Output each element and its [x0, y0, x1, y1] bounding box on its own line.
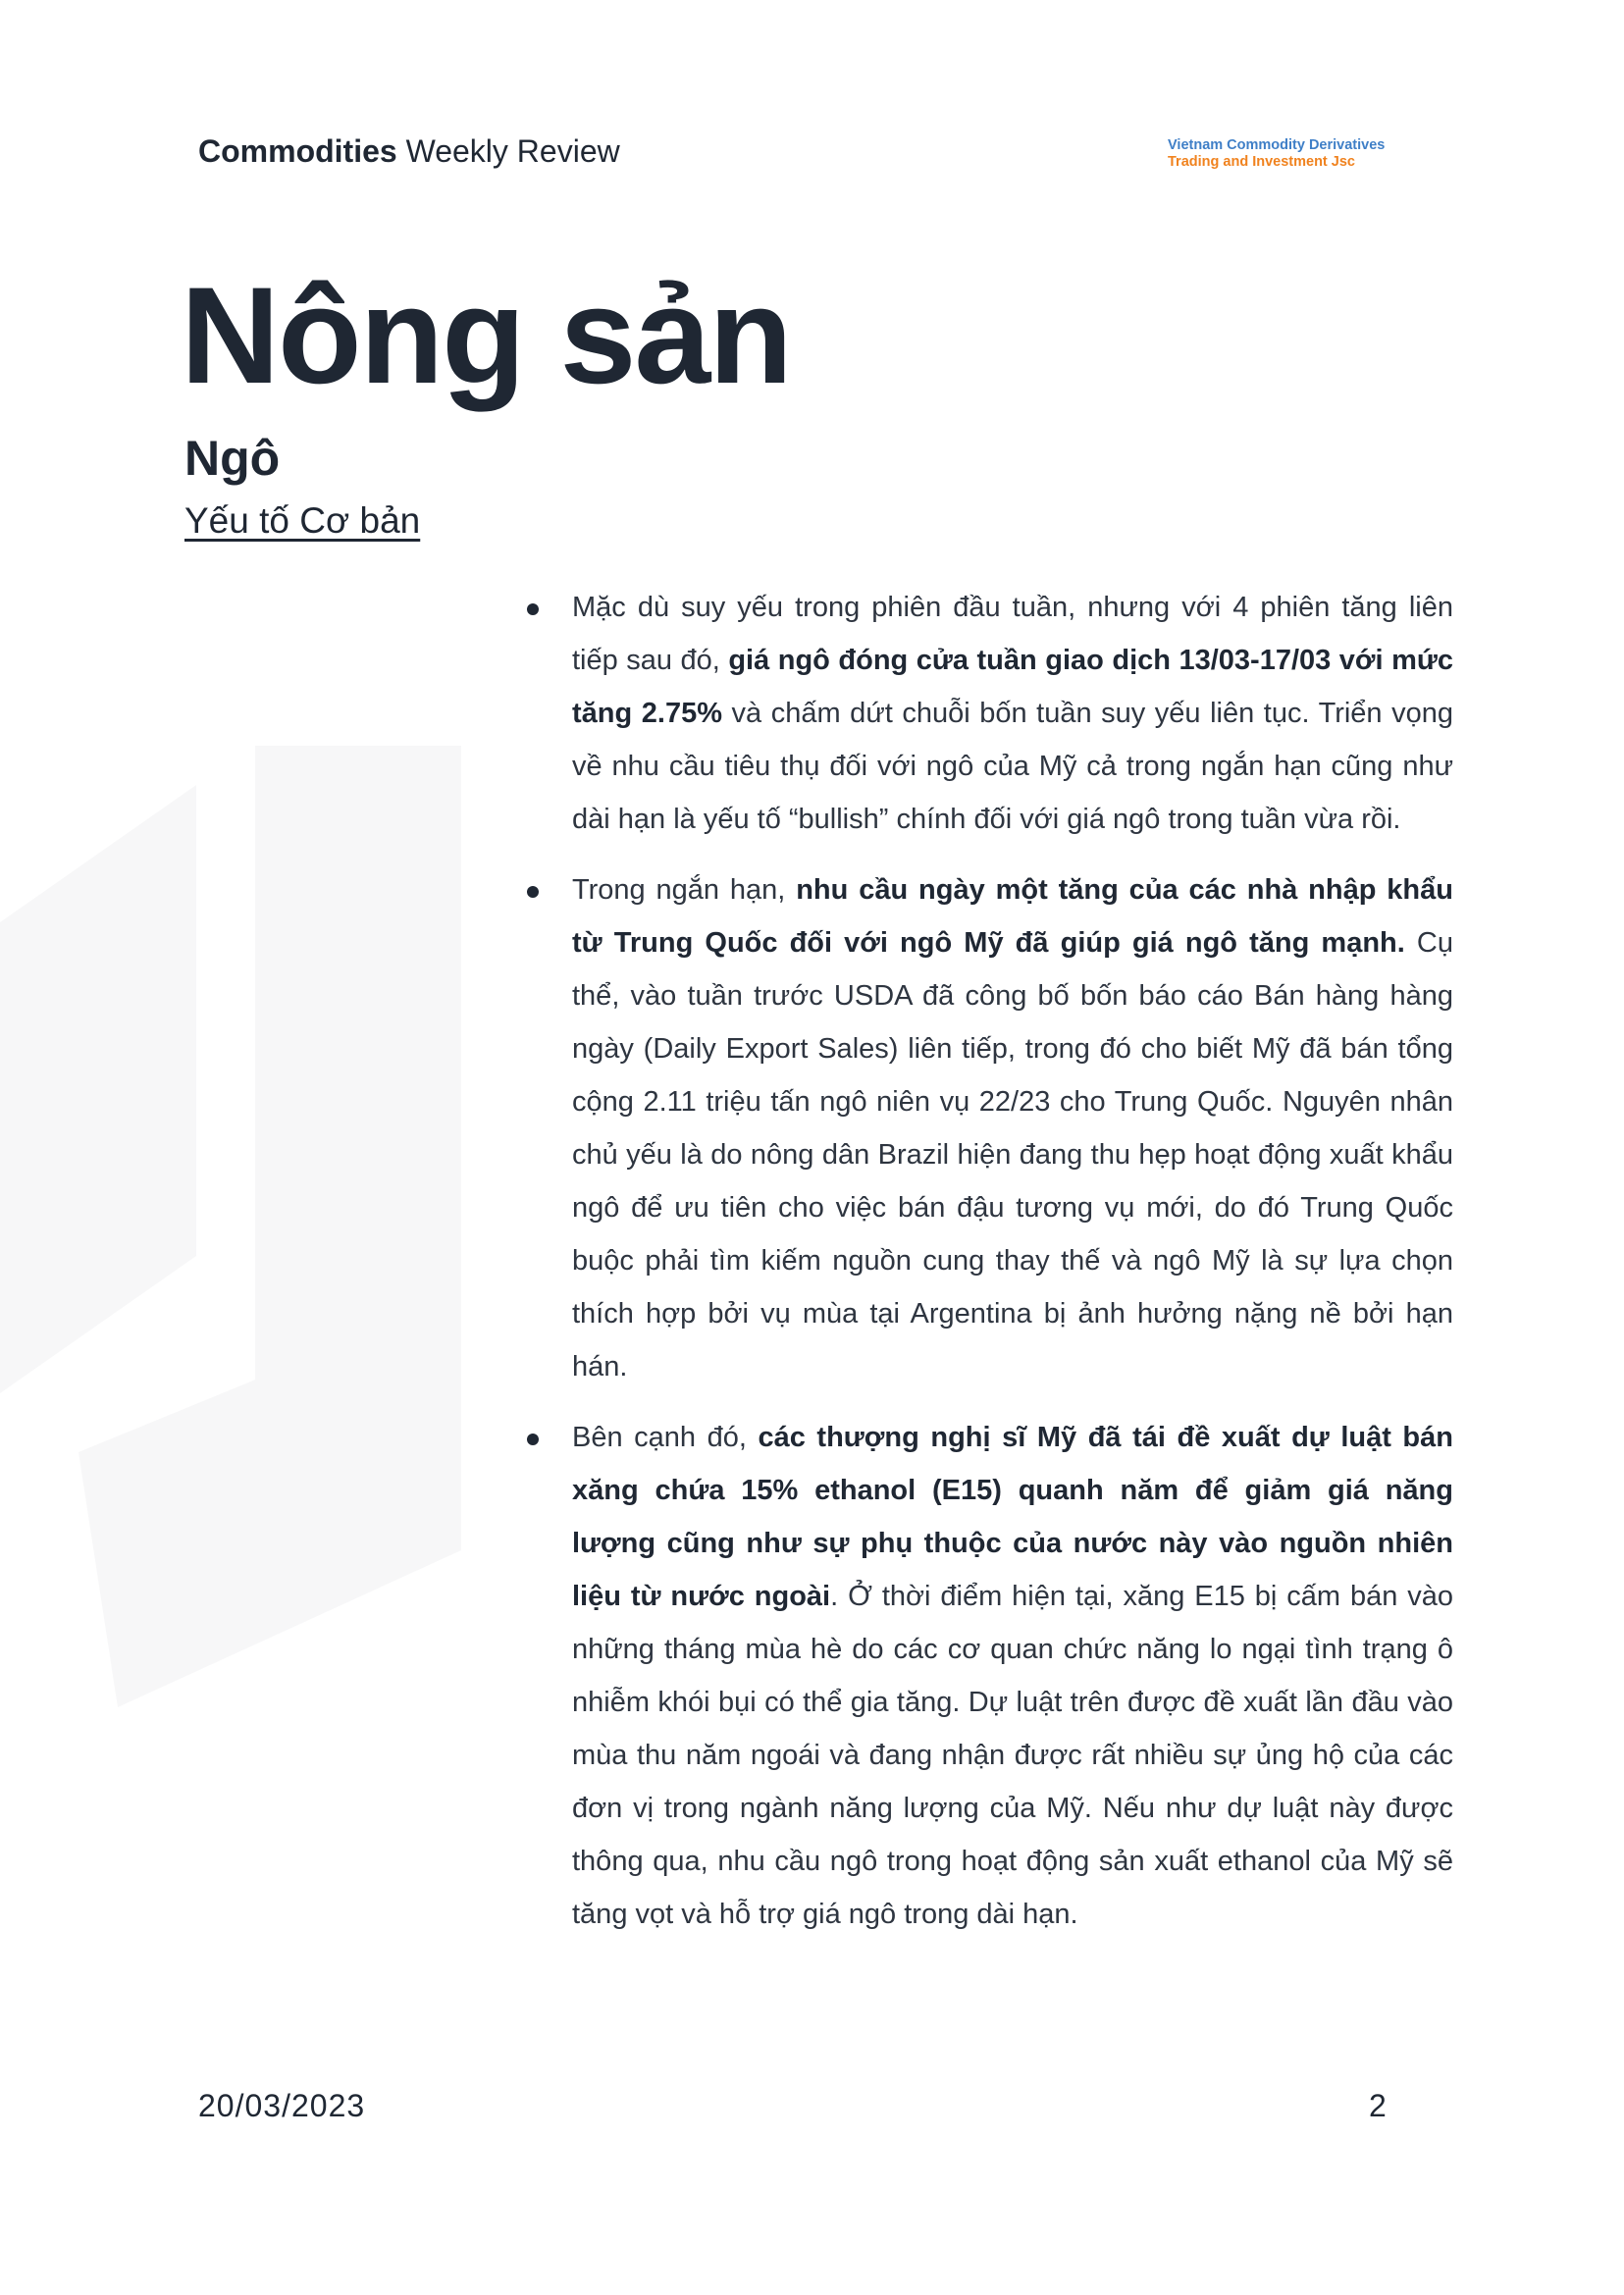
- bullet-text: Trong ngắn hạn,: [572, 874, 797, 906]
- bullet-text: Mặc dù suy yếu trong phiên đầu tuần, nhưng với 4 phiên tăng liên tiếp sau đó,: [572, 592, 1453, 676]
- bullet-dot-icon: [527, 886, 539, 898]
- bullet-list: [523, 581, 1453, 1958]
- report-header-title: [198, 133, 620, 170]
- logo-line-2: Trading and Investment Jsc: [1168, 154, 1355, 170]
- bullet-dot-icon: [527, 603, 539, 615]
- bullet-text: Bên cạnh đó,: [572, 1422, 759, 1453]
- logo-line-1: Vietnam Commodity Derivatives: [1168, 137, 1386, 153]
- bullet-text: . Ở thời điểm hiện tại, xăng E15 bị cấm bán vào những tháng mùa hè do các cơ quan chức năng lo ngại tình trạng ô nhiễm khói bụi có thể gia tăng. Dự luật trên được đề xuất lần đầu vào mùa thu năm ngoái và đang nhận được rất nhiều sự ủng hộ của các đơn vị trong ngành năng lượng của Mỹ. Nếu như dự luật này được thông qua, nhu cầu ngô trong hoạt động sản xuất ethanol của Mỹ sẽ tăng vọt và hỗ trợ giá ngô trong dài hạn.: [572, 1581, 1453, 1930]
- bullet-bold-text: giá ngô đóng cửa tuần giao dịch 13/03-17/03 với mức tăng 2.75%: [572, 645, 1453, 729]
- background-watermark: [0, 746, 550, 1707]
- bullet-item: [523, 1411, 1453, 1941]
- bullet-bold-text: nhu cầu ngày một tăng của các nhà nhập khẩu từ Trung Quốc đối với ngô Mỹ đã giúp giá ngô tăng mạnh.: [572, 874, 1453, 959]
- section-subtitle: Ngô: [184, 431, 281, 486]
- company-logo: [1168, 137, 1385, 171]
- page-number: 2: [1369, 2088, 1387, 2123]
- header-title-bold: Commodities: [198, 133, 397, 169]
- header-title-rest: Weekly Review: [396, 133, 620, 169]
- bullet-text: Cụ thể, vào tuần trước USDA đã công bố bốn báo cáo Bán hàng hàng ngày (Daily Export Sales) liên tiếp, trong đó cho biết Mỹ đã bán tổng cộng 2.11 triệu tấn ngô niên vụ 22/23 cho Trung Quốc. Nguyên nhân chủ yếu là do nông dân Brazil hiện đang thu hẹp hoạt động xuất khẩu ngô để ưu tiên cho việc bán đậu tương vụ mới, do đó Trung Quốc buộc phải tìm kiếm nguồn cung thay thế và ngô Mỹ là sự lựa chọn thích hợp bởi vụ mùa tại Argentina bị ảnh hưởng nặng nề bởi hạn hán.: [572, 927, 1453, 1382]
- page-title: Nông sản: [181, 258, 791, 412]
- bullet-dot-icon: [527, 1434, 539, 1445]
- bullet-bold-text: các thượng nghị sĩ Mỹ đã tái đề xuất dự luật bán xăng chứa 15% ethanol (E15) quanh năm để giảm giá năng lượng cũng như sự phụ thuộc của nước này vào nguồn nhiên liệu từ nước ngoài: [572, 1422, 1453, 1612]
- bullet-text: và chấm dứt chuỗi bốn tuần suy yếu liên tục. Triển vọng về nhu cầu tiêu thụ đối với ngô của Mỹ cả trong ngắn hạn cũng như dài hạn là yếu tố “bullish” chính đối với giá ngô trong tuần vừa rồi.: [572, 698, 1453, 835]
- bullet-item: [523, 581, 1453, 846]
- bullet-item: [523, 863, 1453, 1393]
- section-heading-link[interactable]: Yếu tố Cơ bản: [184, 500, 421, 541]
- footer-date: 20/03/2023: [198, 2088, 366, 2123]
